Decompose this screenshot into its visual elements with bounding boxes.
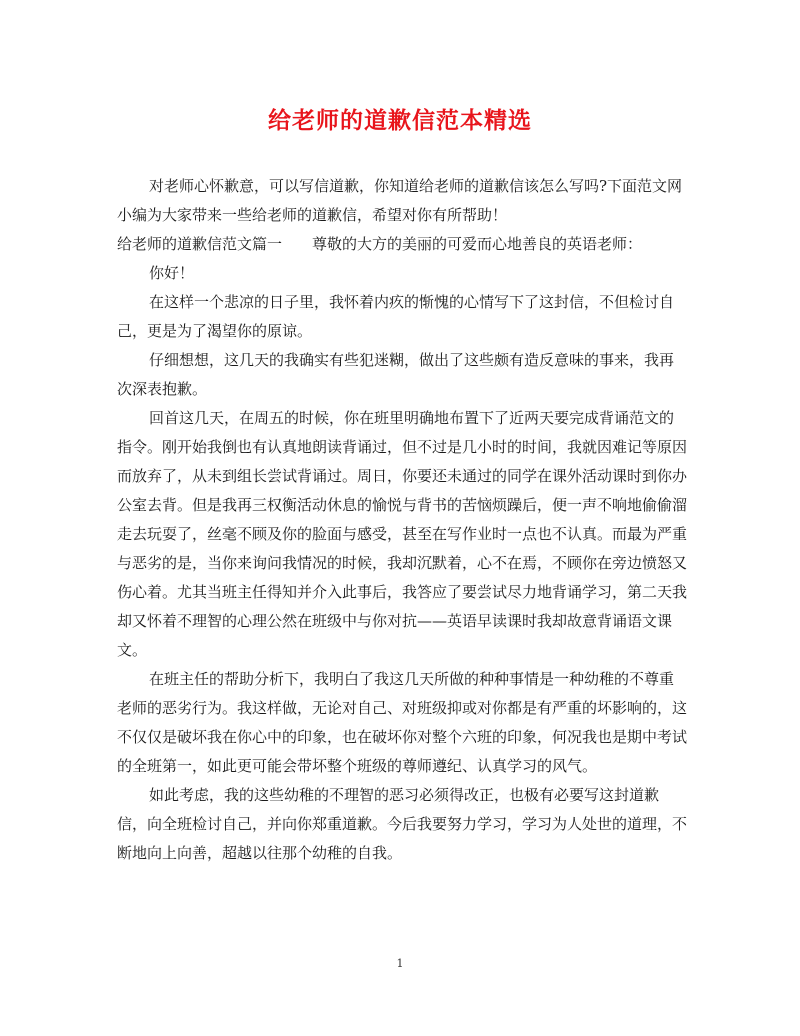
section-heading: 给老师的道歉信范文篇一 [117, 235, 283, 253]
page-number: 1 [396, 957, 404, 970]
body-paragraph-4: 在班主任的帮助分析下，我明白了我这几天所做的种种事情是一种幼稚的不尊重老师的恶劣行为。我这样做，无论对自己、对班级抑或对你都是有严重的坏影响的，这不仅仅是破坏我在你心中的印象，也在破坏你对整个六班的印象，何况我也是期中考试的全班第一，如此更可能会带坏整个班级的尊师遵纪、认真学习的风气。 [117, 670, 688, 775]
body-paragraph-5: 如此考虑，我的这些幼稚的不理智的恶习必须得改正，也极有必要写这封道歉信，向全班检讨自己，并向你郑重道歉。今后我要努力学习，学习为人处世的道理，不断地向上向善，超越以往那个幼稚的自我。 [117, 786, 688, 862]
body-paragraph-1: 在这样一个悲凉的日子里，我怀着内疚的惭愧的心情写下了这封信，不但检讨自己，更是为了渴望你的原谅。 [117, 293, 675, 340]
body-paragraph-2: 仔细想想，这几天的我确实有些犯迷糊，做出了这些颇有造反意味的事来，我再次深表抱歉。 [117, 351, 675, 398]
section-heading-row [117, 230, 687, 259]
body-paragraph-3: 回首这几天，在周五的时候，你在班里明确地布置下了近两天要完成背诵范文的指令。刚开始我倒也有认真地朗读背诵过，但不过是几小时的时间，我就因难记等原因而放弃了，从未到组长尝试背诵过。周日，你要还未通过的同学在课外活动课时到你办公室去背。但是我再三权衡活动休息的愉悦与背书的苦恼烦躁后，便一声不响地偷偷溜走去玩耍了，丝毫不顾及你的脸面与感受，甚至在写作业时一点也不认真。而最为严重与恶劣的是，当你来询问我情况的时候，我却沉默着，心不在焉，不顾你在旁边愤怒又伤心着。尤其当班主任得知并介入此事后，我答应了要尝试尽力地背诵学习，第二天我却又怀着不理智的心理公然在班级中与你对抗——英语早读课时我却故意背诵语文课文。 [117, 409, 688, 659]
intro-paragraph: 对老师心怀歉意，可以写信道歉，你知道给老师的道歉信该怎么写吗?下面范文网小编为大家带来一些给老师的道歉信，希望对你有所帮助！ [117, 177, 683, 224]
page-title: 给老师的道歉信范本精选 [268, 107, 532, 134]
salutation-recipient: 尊敬的大方的美丽的可爱而心地善良的英语老师： [312, 235, 643, 253]
document-body [117, 172, 687, 868]
greeting: 你好！ [149, 264, 195, 282]
